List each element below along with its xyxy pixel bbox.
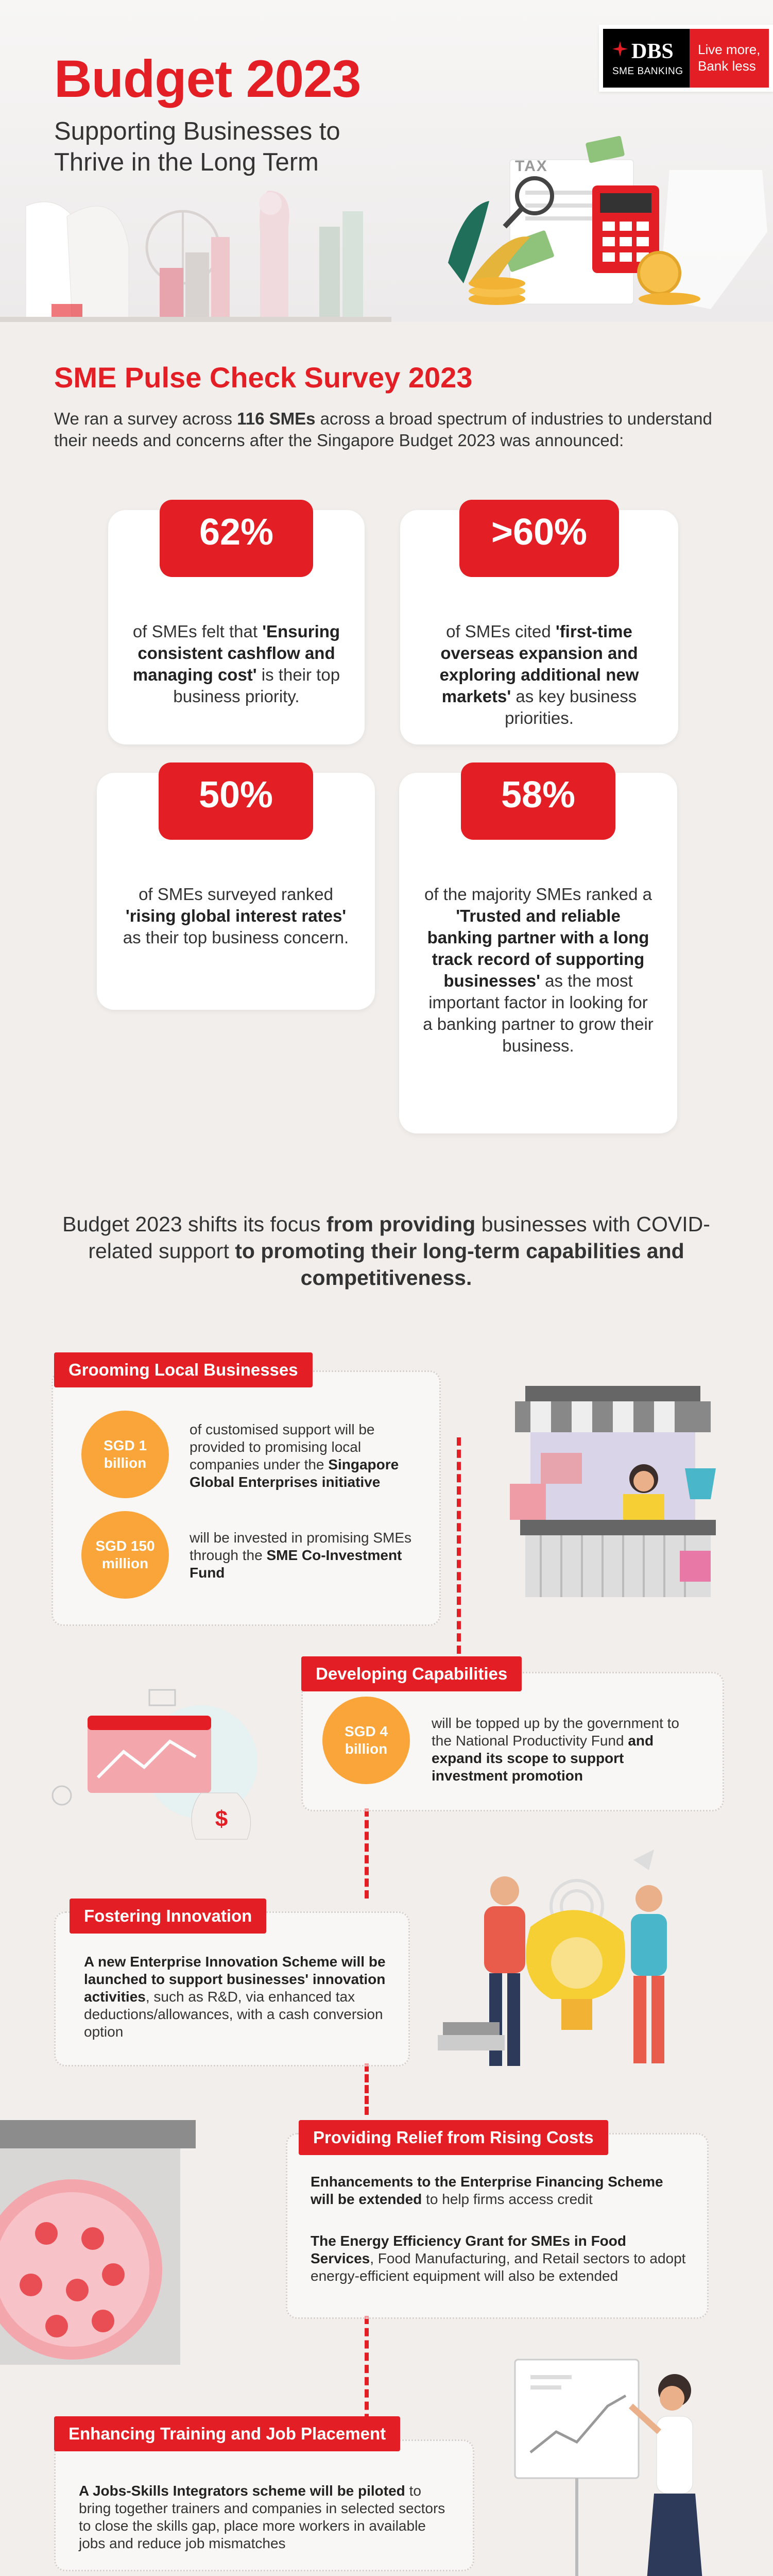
capabilities-text: will be topped up by the government to the National Productivity Fund and expand its scope to support investment promotion [432,1715,679,1784]
dbs-tagline [698,41,765,74]
connector-line [365,1808,369,1899]
amount-coin: SGD 1 billion [81,1411,169,1498]
budget-focus-statement: Budget 2023 shifts its focus from providing businesses with COVID-related support to promoting their long-term capabilities and competitiveness. [62,1212,710,1290]
svg-text:$: $ [215,1806,228,1832]
innovation-box [54,1911,410,2066]
stat-card [108,510,365,744]
stat-text: of SMEs felt that 'Ensuring consistent cashflow and managing cost' is their top business priority. [132,622,340,706]
survey-title: SME Pulse Check Survey 2023 [54,361,473,394]
grooming-item-text: of customised support will be provided to promising local companies under the Singapore Global Enterprises initiative [190,1421,399,1490]
grooming-box [51,1370,441,1626]
stat-tab [459,500,619,577]
relief-box [286,2133,709,2319]
stat-card [400,510,678,744]
dbs-star-icon [612,41,628,57]
subtitle-line-1: Supporting Businesses to [54,117,340,145]
stat-tab [160,500,313,577]
pillar-tag: Enhancing Training and Job Placement [54,2416,400,2451]
amount-coin: SGD 4 billion [322,1697,410,1784]
grooming-item-text: will be invested in promising SMEs through the SME Co-Investment Fund [190,1530,412,1581]
training-text: A Jobs-Skills Integrators scheme will be piloted to bring together trainers and companies in selected sectors to close the skills gap, place more workers in available jobs and reduce job mismatches [79,2483,445,2551]
relief-item-1: Enhancements to the Enterprise Financing Scheme will be extended to help firms access credit [311,2174,663,2207]
sme-banking-text: SME BANKING [612,66,683,77]
amount-coin: SGD 150 million [81,1511,169,1599]
growth-chart-illustration [46,1680,283,1850]
pizza-box-illustration [0,2120,196,2367]
tagline-line-2: Bank less [698,58,756,74]
page-subtitle [54,116,476,178]
stat-value: 50% [198,774,273,816]
stat-text: of the majority SMEs ranked a 'Trusted and reliable banking partner with a long track record of supporting businesses' as the most important factor in looking for a banking partner to grow their business. [423,885,654,1055]
header-banner [0,0,773,322]
stat-card [97,773,375,1010]
connector-line [365,2063,369,2115]
relief-item-2: The Energy Efficiency Grant for SMEs in Food Services, Food Manufacturing, and Retail sectors to adopt energy-efficient equipment will also be extended [311,2233,686,2284]
stat-tab [159,762,313,840]
innovation-team-illustration [427,1844,716,2087]
connector-line [457,1437,461,1654]
stat-text: of SMEs surveyed ranked 'rising global interest rates' as their top business concern. [123,885,349,947]
stat-value: 62% [199,512,274,553]
innovation-text: A new Enterprise Innovation Scheme will be launched to support businesses' innovation activities, such as R&D, via enhanced tax deductions/allowances, with a cash conversion option [84,1954,386,2040]
training-box [54,2439,474,2571]
dbs-brand-text: DBS [631,40,674,63]
market-stall-illustration [510,1365,726,1628]
stat-text: of SMEs cited 'first-time overseas expansion and exploring additional new markets' as key business priorities. [439,622,639,727]
singapore-skyline-illustration [0,170,391,322]
pillar-tag: Fostering Innovation [70,1899,266,1934]
tagline-line-1: Live more, [698,42,761,57]
tax-form-label: TAX [515,158,548,175]
stat-value: >60% [491,512,588,553]
survey-intro: We ran a survey across 116 SMEs across a broad spectrum of industries to understand their needs and concerns after the Singapore Budget 2023 was announced: [54,409,712,450]
subtitle-line-2: Thrive in the Long Term [54,148,319,176]
stat-tab [461,762,615,840]
dbs-tagline-block [690,29,769,88]
pillar-tag: Providing Relief from Rising Costs [299,2120,608,2155]
pillar-tag: Grooming Local Businesses [54,1352,313,1387]
capabilities-box [301,1672,724,1811]
pillar-tag: Developing Capabilities [301,1656,522,1691]
stat-card [399,773,677,1133]
dbs-logo [599,25,773,92]
page-title: Budget 2023 [54,49,361,108]
stat-value: 58% [501,774,576,816]
dbs-logo-mark [603,29,690,88]
presenter-illustration [510,2349,716,2576]
